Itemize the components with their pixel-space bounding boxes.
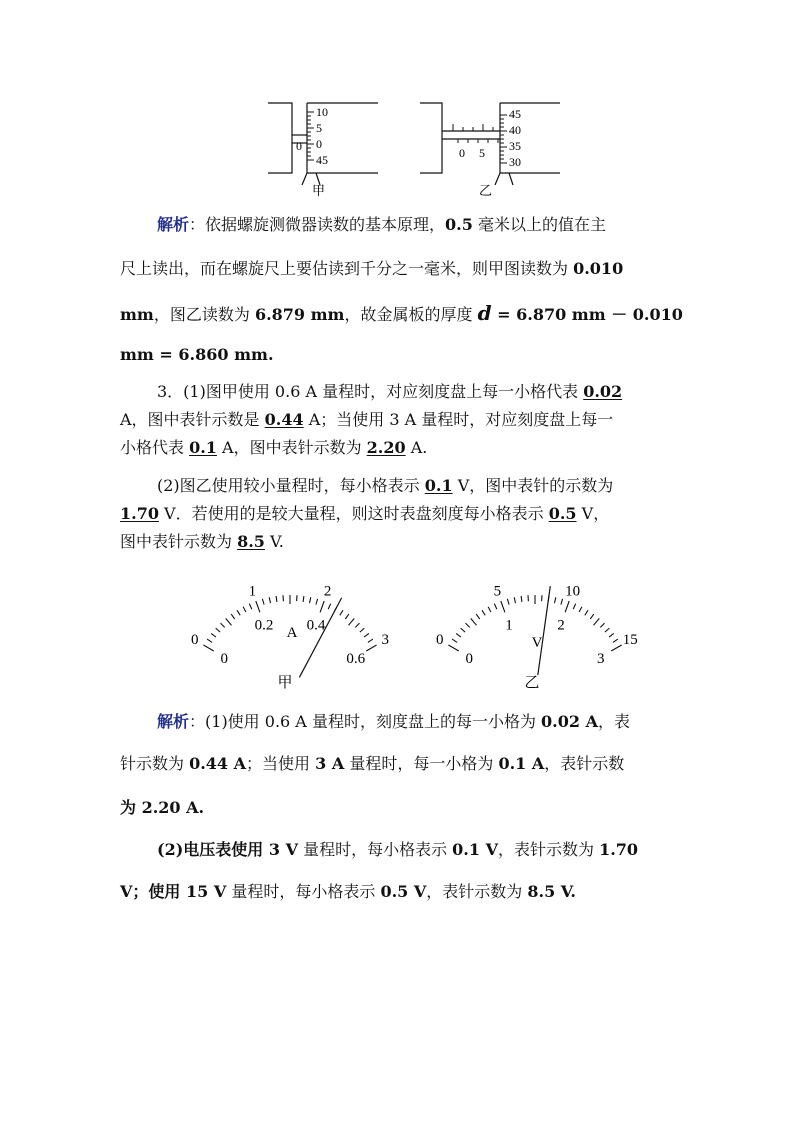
dial-tick — [355, 623, 359, 627]
dial-tick — [471, 618, 477, 625]
dial-tick — [328, 604, 331, 610]
voltmeter-dial — [436, 584, 638, 691]
jia-tick-0: 0 — [316, 137, 322, 151]
dial-tick — [226, 618, 232, 625]
jia-tick-10: 10 — [316, 105, 328, 119]
q3-p2-line1: (2)图乙使用较小量程时，每小格表示 0.1 V，图中表针的示数为 — [157, 476, 614, 495]
ammeter-unit: A — [286, 625, 298, 641]
dial-tick — [237, 610, 240, 615]
jia-caption: 甲 — [312, 183, 326, 198]
dial-tick — [349, 618, 355, 625]
voltmeter-unit: V — [531, 635, 543, 651]
yi-caption: 乙 — [479, 183, 493, 198]
ammeter-outer-1: 1 — [248, 583, 257, 600]
micrometer-yi — [420, 103, 560, 185]
dial-tick — [590, 614, 594, 619]
dial-tick — [605, 628, 609, 632]
dial-tick — [345, 614, 349, 619]
ammeter-ticks — [203, 595, 376, 651]
meter-figure — [190, 565, 650, 695]
analysis2-line5: V；使用 15 V 量程时，每小格表示 0.5 V，表针示数为 8.5 V. — [120, 882, 576, 901]
dial-tick — [203, 645, 213, 651]
q3-p1-line2: A，图中表针示数是 0.44 A；当使用 3 A 量程时，对应刻度盘上每一 — [120, 410, 614, 429]
dial-tick — [368, 639, 373, 642]
analysis2-line1: 解析：(1)使用 0.6 A 量程时，刻度盘上的每一小格为 0.02 A，表 — [157, 712, 630, 731]
dial-tick — [310, 597, 311, 603]
yi-tick-45: 45 — [509, 107, 521, 121]
q3-p2-line3: 图中表针示数为 8.5 V. — [120, 532, 284, 551]
dial-tick — [448, 645, 458, 651]
dial-tick — [456, 633, 461, 637]
dial-tick — [360, 628, 364, 632]
analysis1-line4: mm = 6.860 mm. — [120, 345, 274, 364]
q3-p1-line3: 小格代表 0.1 A，图中表针示数为 2.20 A. — [120, 438, 428, 457]
analysis-2 — [120, 712, 680, 902]
dial-tick — [561, 599, 563, 605]
voltmeter-needle — [538, 586, 551, 675]
q3-p1-line1: 3．(1)图甲使用 0.6 A 量程时，对应刻度盘上每一小格代表 0.02 — [157, 382, 623, 401]
dial-tick — [366, 645, 376, 651]
dial-tick — [249, 604, 252, 610]
ammeter-dial — [191, 584, 389, 691]
dial-tick — [216, 628, 220, 632]
dial-tick — [565, 601, 569, 612]
dial-tick — [600, 623, 604, 627]
dial-tick — [221, 623, 225, 627]
dial-tick — [231, 614, 235, 619]
dial-tick — [611, 645, 621, 651]
yi-main-5: 5 — [479, 146, 485, 160]
analysis-label-2: 解析 — [157, 712, 190, 731]
question-3 — [120, 382, 680, 562]
dial-tick — [243, 607, 246, 612]
dial-tick — [452, 639, 457, 642]
dial-tick — [579, 607, 582, 612]
analysis1-line2: 尺上读出，而在螺旋尺上要估读到千分之一毫米，则甲图读数为 0.010 — [120, 259, 624, 278]
yi-main-0: 0 — [459, 146, 465, 160]
jia-tick-5: 5 — [316, 121, 322, 135]
dial-tick — [573, 604, 576, 610]
yi-tick-35: 35 — [509, 139, 521, 153]
yi-tick-30: 30 — [509, 155, 521, 169]
jia-main-zero: 0 — [296, 139, 302, 153]
voltmeter-inner-1: 1 — [505, 617, 513, 634]
voltmeter-inner-2: 2 — [557, 617, 565, 634]
jia-tick-45: 45 — [316, 153, 328, 167]
dial-tick — [269, 597, 270, 603]
dial-tick — [555, 597, 556, 603]
dial-tick — [262, 599, 264, 605]
analysis1-line1: 解析：依据螺旋测微器读数的基本原理，0.5 毫米以上的值在主 — [157, 215, 606, 234]
voltmeter-outer-15: 15 — [622, 632, 638, 648]
ammeter-caption: 甲 — [277, 675, 293, 691]
dial-tick — [276, 596, 277, 602]
voltmeter-outer-10: 10 — [565, 583, 581, 600]
dial-tick — [256, 601, 260, 612]
ammeter-inner-0.6: 0.6 — [346, 651, 366, 667]
ammeter-inner-0: 0 — [220, 651, 228, 667]
dial-tick — [501, 601, 505, 612]
yi-tick-40: 40 — [509, 123, 521, 137]
ammeter-inner-0.4: 0.4 — [306, 617, 326, 634]
q3-p2-line2: 1.70 V．若使用的是较大量程，则这时表盘刻度每小格表示 0.5 V， — [120, 504, 610, 523]
dial-tick — [207, 639, 212, 642]
dial-tick — [609, 633, 614, 637]
dial-tick — [521, 596, 522, 602]
dial-tick — [488, 607, 491, 612]
dial-tick — [494, 604, 497, 610]
analysis1-line3: mm，图乙读数为 6.879 mm，故金属板的厚度 d = 6.870 mm － 0.010 — [120, 301, 683, 325]
dial-tick — [466, 623, 470, 627]
dial-tick — [476, 614, 480, 619]
dial-tick — [340, 610, 343, 615]
ammeter-outer-2: 2 — [323, 583, 332, 600]
analysis2-line4: (2)电压表使用 3 V 量程时，每小格表示 0.1 V，表针示数为 1.70 — [157, 840, 639, 859]
dial-tick — [320, 601, 324, 612]
micrometer-figure — [260, 95, 560, 205]
dial-tick — [514, 597, 515, 603]
ammeter-outer-0: 0 — [190, 632, 199, 648]
voltmeter-caption: 乙 — [524, 675, 540, 691]
analysis-1 — [120, 215, 683, 365]
ammeter-inner-0.2: 0.2 — [254, 617, 274, 634]
dial-tick — [594, 618, 600, 625]
analysis2-line2: 针示数为 0.44 A；当使用 3 A 量程时，每一小格为 0.1 A，表针示数 — [120, 754, 625, 773]
voltmeter-outer-0: 0 — [435, 632, 444, 648]
ammeter-outer-3: 3 — [381, 632, 390, 648]
dial-tick — [211, 633, 216, 637]
dial-tick — [507, 599, 509, 605]
dial-tick — [316, 599, 318, 605]
analysis-label: 解析 — [157, 215, 190, 234]
dial-tick — [482, 610, 485, 615]
voltmeter-inner-3: 3 — [597, 651, 605, 667]
dial-tick — [461, 628, 465, 632]
dial-tick — [364, 633, 369, 637]
dial-tick — [585, 610, 588, 615]
dial-tick — [613, 639, 618, 642]
voltmeter-inner-0: 0 — [465, 651, 473, 667]
analysis2-line3: 为 2.20 A. — [120, 798, 205, 817]
dial-tick — [303, 596, 304, 602]
voltmeter-outer-5: 5 — [493, 583, 502, 600]
